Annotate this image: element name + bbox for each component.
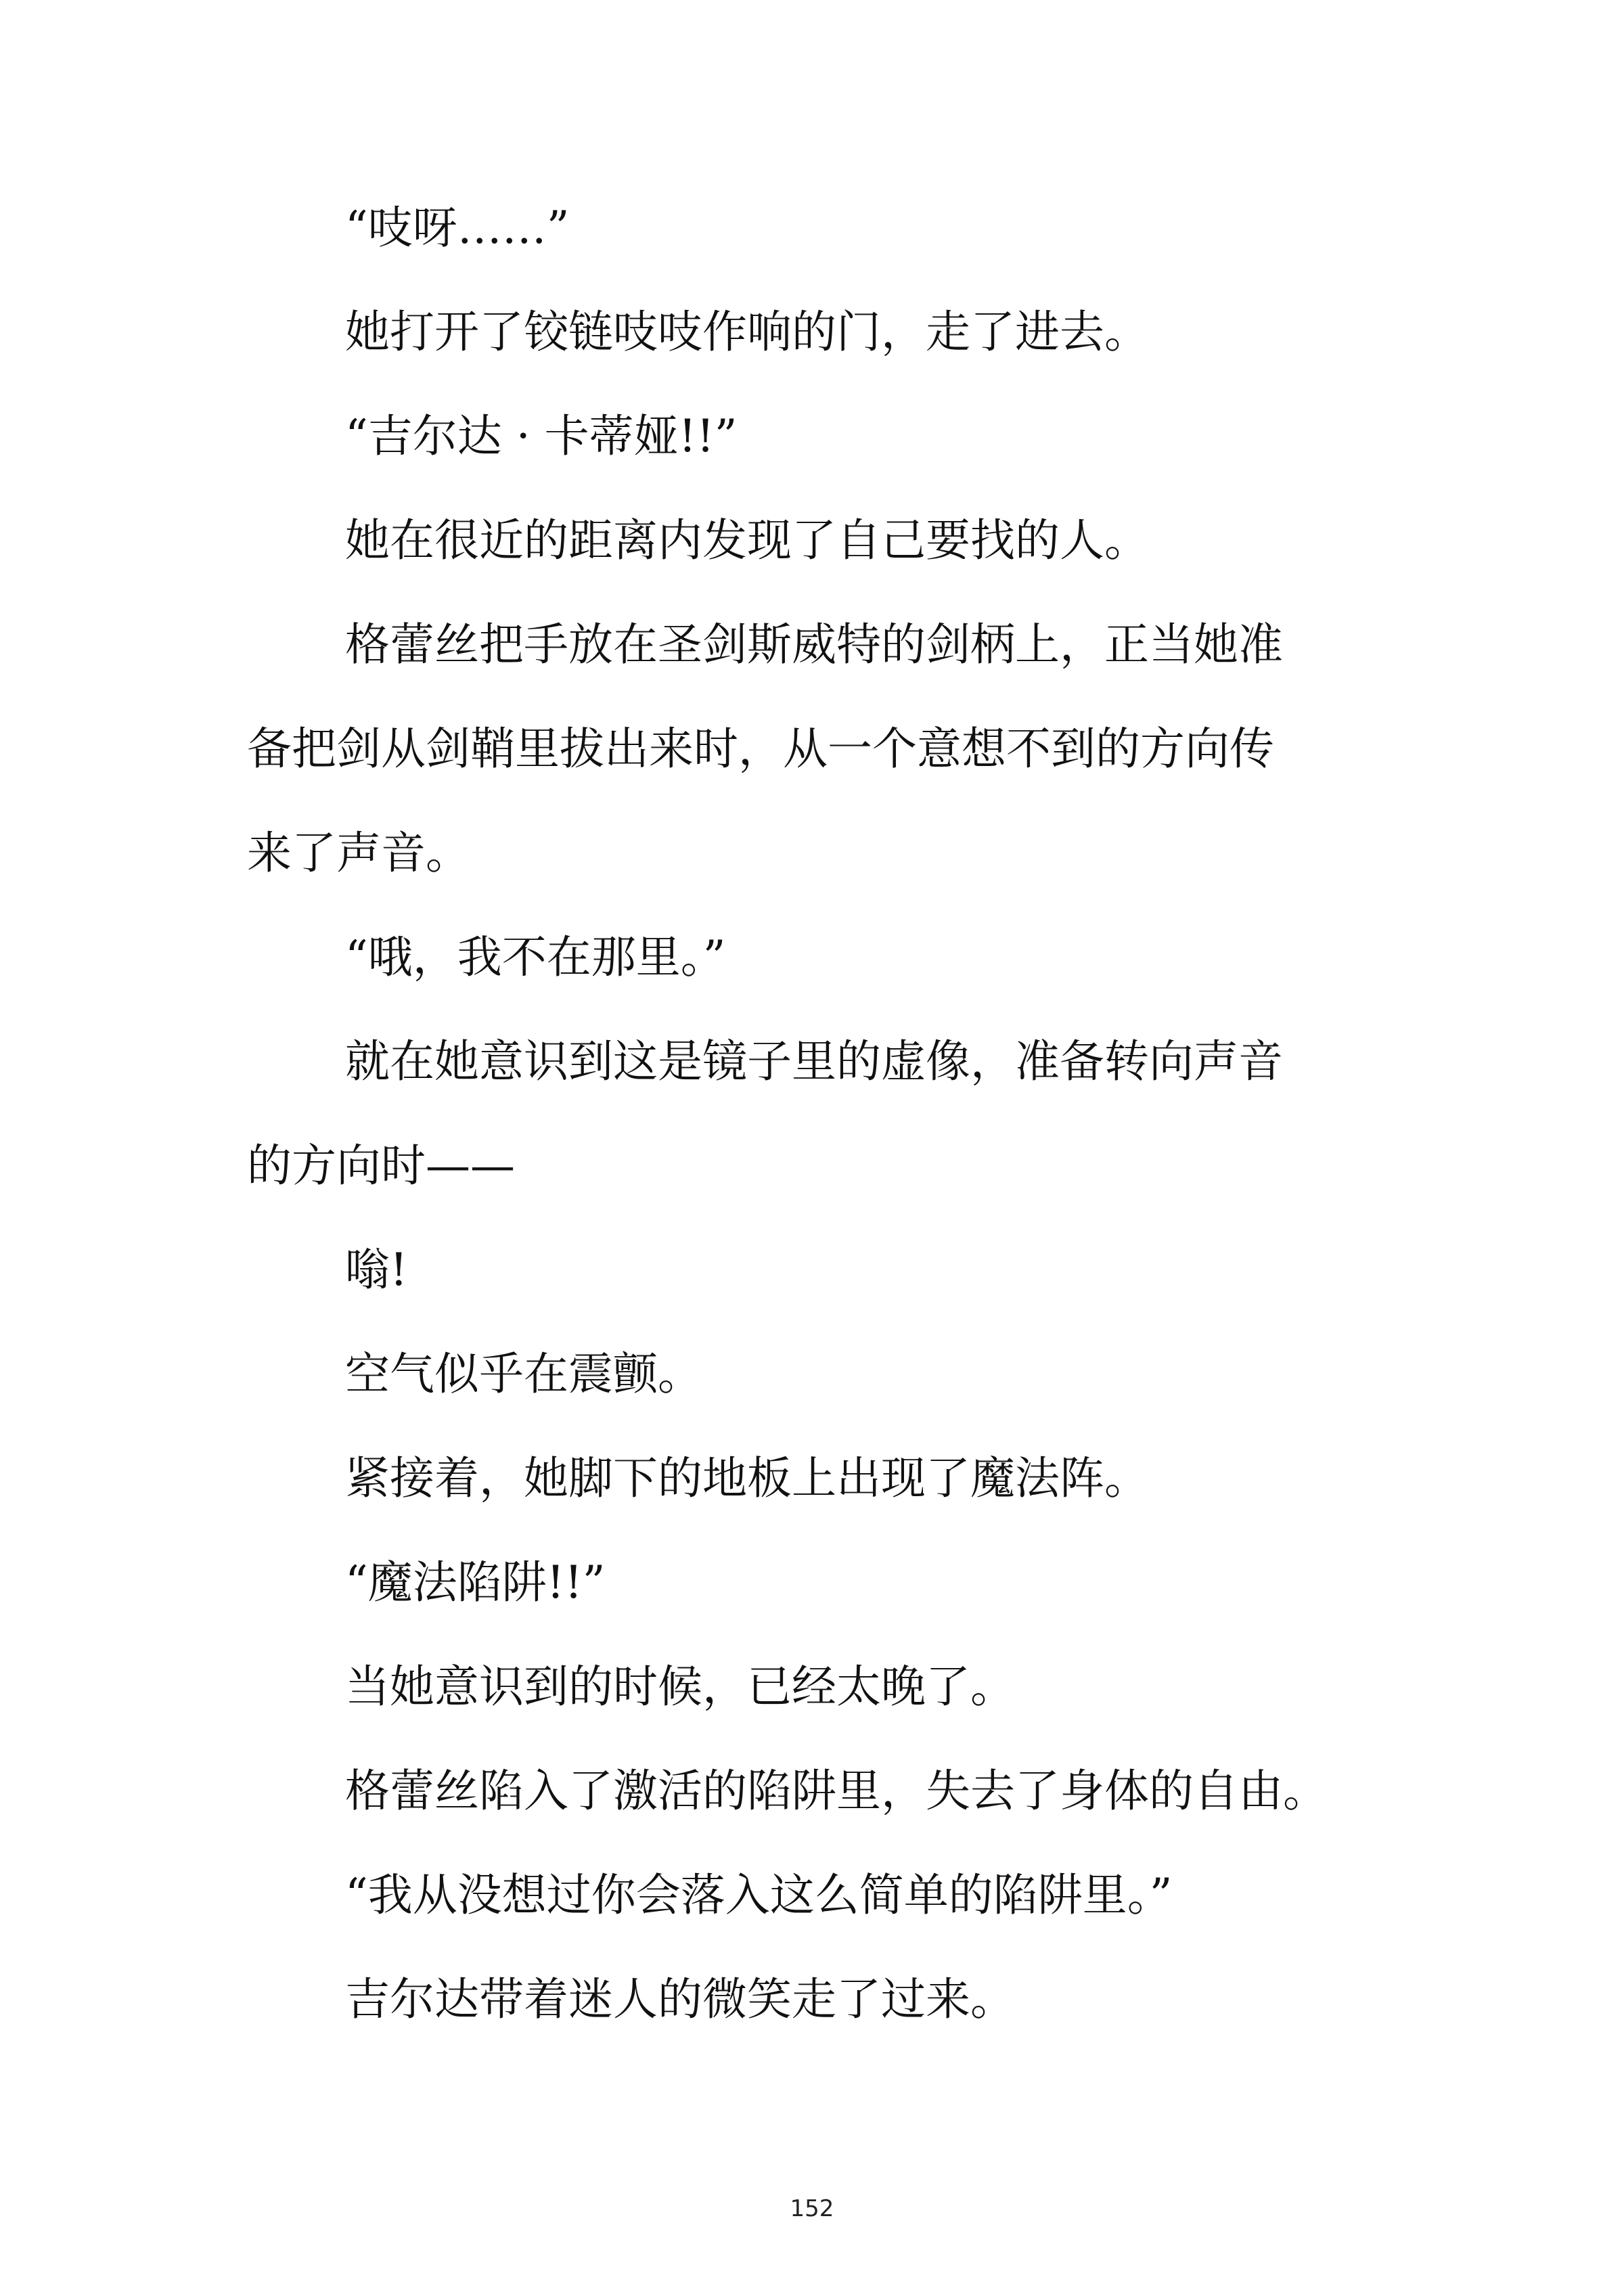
text-line: 她在很近的距离内发现了自己要找的人。 — [345, 514, 1149, 566]
text-line: 当她意识到的时候，已经太晚了。 — [345, 1661, 1015, 1713]
text-line: 就在她意识到这是镜子里的虚像，准备转向声音 — [345, 1035, 1283, 1087]
text-line: 紧接着，她脚下的地板上出现了魔法阵。 — [345, 1452, 1149, 1504]
body-text — [247, 204, 1438, 2080]
text-line: 吉尔达带着迷人的微笑走了过来。 — [345, 1973, 1015, 2025]
text-line: “我从没想过你会落入这么简单的陷阱里。” — [345, 1869, 1173, 1921]
text-line: 空气似乎在震颤。 — [345, 1348, 702, 1400]
text-line: “魔法陷阱!!” — [345, 1556, 606, 1608]
text-line: “吉尔达 · 卡蒂娅!!” — [345, 410, 738, 462]
text-line: “吱呀……” — [345, 202, 570, 254]
text-line: “哦，我不在那里。” — [345, 931, 726, 983]
text-line: 备把剑从剑鞘里拔出来时，从一个意想不到的方向传 — [247, 723, 1274, 775]
text-line: 格蕾丝陷入了激活的陷阱里，失去了身体的自由。 — [345, 1765, 1328, 1817]
text-line: 格蕾丝把手放在圣剑斯威特的剑柄上，正当她准 — [345, 618, 1283, 671]
text-line: 来了声音。 — [247, 827, 470, 879]
text-line: 的方向时—— — [247, 1140, 515, 1192]
page-number: 152 — [790, 2195, 834, 2222]
text-line: 她打开了铰链吱吱作响的门，走了进去。 — [345, 306, 1149, 358]
text-line: 嗡! — [345, 1244, 408, 1296]
